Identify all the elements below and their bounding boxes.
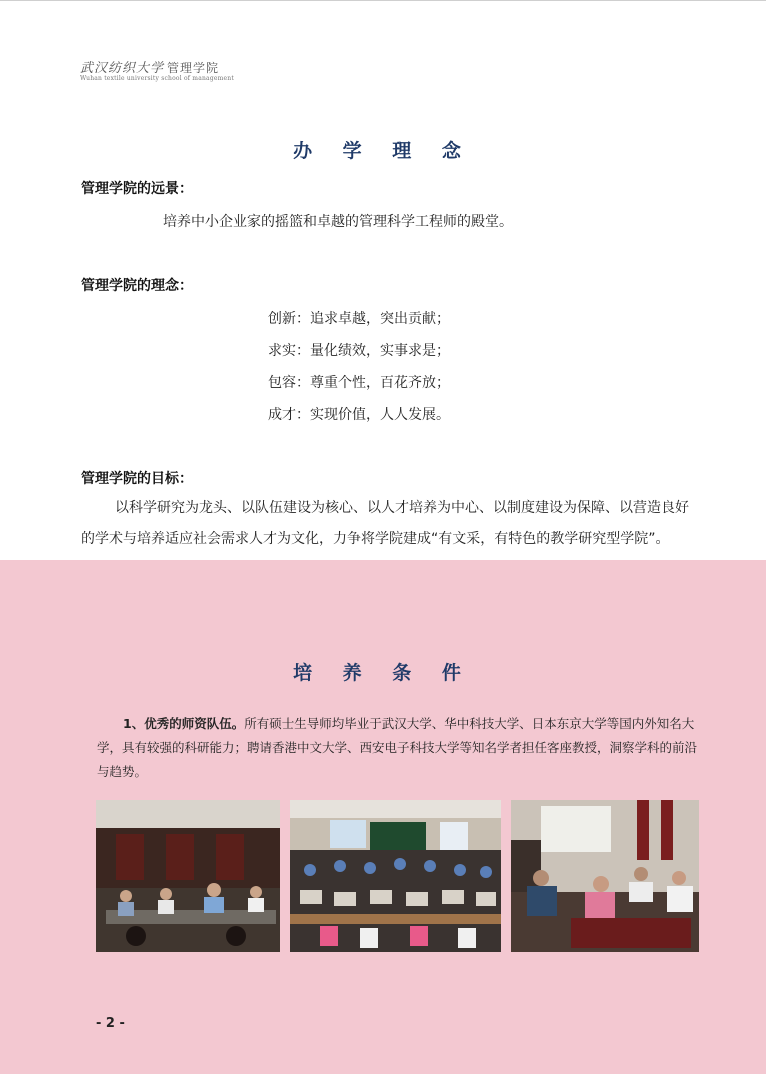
- page-number: - 2 -: [96, 1016, 125, 1031]
- logo-english-name: Wuhan textile university school of management: [80, 75, 234, 82]
- faculty-lead: 1、优秀的师资队伍。: [123, 716, 245, 731]
- photo-seminar-room: [511, 800, 699, 952]
- vision-heading: 管理学院的远景：: [81, 181, 193, 197]
- faculty-text: 所有硕士生导师均毕业于武汉大学、华中科技大学、日本东京大学等国内外知名大学，具有较强的科研能力；聘请香港中文大学、西安电子科技大学等知名学者担任客座教授，洞察学科的前沿与趋势。: [97, 716, 698, 779]
- logo-university-name: 武汉纺织大学: [80, 61, 165, 76]
- goal-heading: 管理学院的目标：: [81, 471, 193, 487]
- faculty-paragraph: [97, 712, 702, 784]
- logo-department: 管理学院: [167, 61, 220, 75]
- university-logo: [80, 57, 260, 87]
- philosophy-item: 包容：尊重个性，百花齐放；: [268, 375, 450, 391]
- section-title-philosophy: 办 学 理 念: [293, 140, 473, 162]
- lecture-hall-image: [290, 800, 501, 952]
- section-title-conditions: 培 养 条 件: [293, 662, 473, 684]
- vision-text: 培养中小企业家的摇篮和卓越的管理科学工程师的殿堂。: [163, 214, 513, 230]
- goal-text: 以科学研究为龙头、以队伍建设为核心、以人才培养为中心、以制度建设为保障、以营造良好的学术与培养适应社会需求人才为文化，力争将学院建成“有文采，有特色的教学研究型学院”。: [81, 500, 689, 547]
- photo-lecture-hall: [290, 800, 501, 952]
- meeting-room-image: [96, 800, 280, 952]
- philosophy-item: 求实：量化绩效，实事求是；: [268, 343, 450, 359]
- philosophy-item: 成才：实现价值，人人发展。: [268, 407, 450, 423]
- seminar-room-image: [511, 800, 699, 952]
- photo-meeting-room: [96, 800, 280, 952]
- philosophy-heading: 管理学院的理念：: [81, 278, 193, 294]
- philosophy-item: 创新：追求卓越，突出贡献；: [268, 311, 450, 327]
